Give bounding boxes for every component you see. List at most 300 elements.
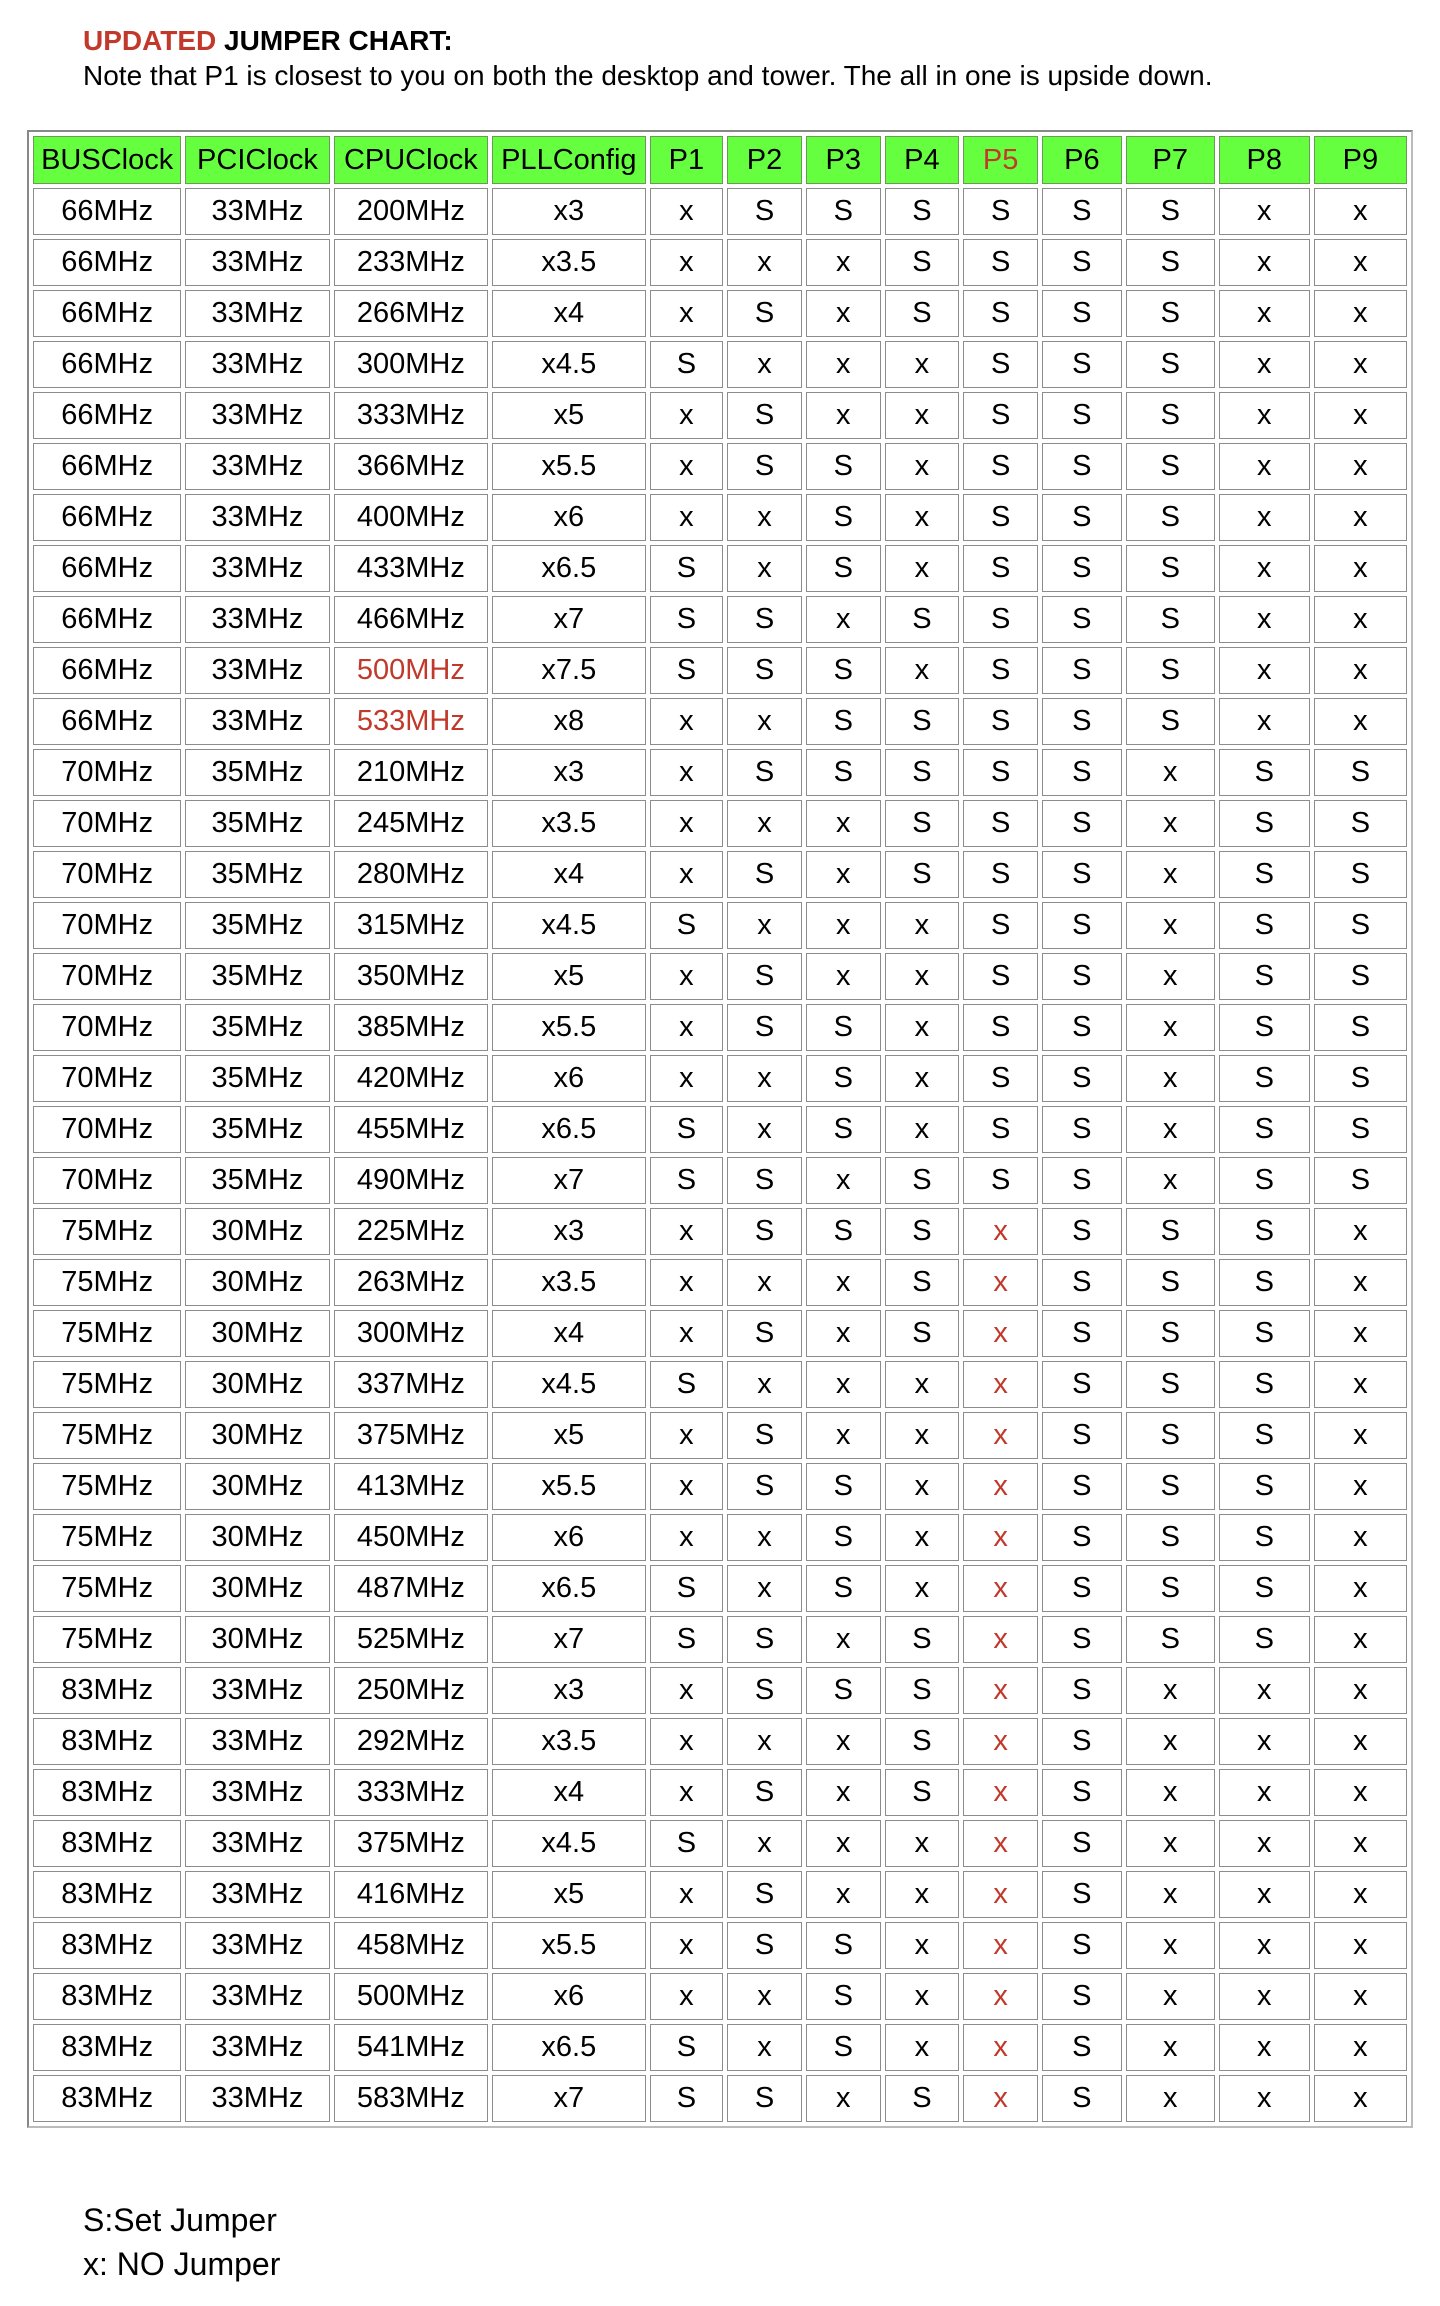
table-row xyxy=(33,698,1407,745)
cell-p2: S xyxy=(727,851,802,898)
cell-p8: x xyxy=(1219,1820,1310,1867)
cell-p2: x xyxy=(727,1106,802,1153)
cell-p6: S xyxy=(1042,1769,1122,1816)
cell-p1: x xyxy=(650,749,724,796)
cell-p5: x xyxy=(963,1514,1038,1561)
cell-p6: S xyxy=(1042,443,1122,490)
cell-p7: S xyxy=(1126,1412,1215,1459)
cell-p9: x xyxy=(1314,1463,1407,1510)
cell-p9: x xyxy=(1314,1514,1407,1561)
cell-pllconfig: x6 xyxy=(492,1514,645,1561)
cell-p5: S xyxy=(963,596,1038,643)
cell-p2: S xyxy=(727,1871,802,1918)
cell-p8: S xyxy=(1219,1463,1310,1510)
cell-busclock: 66MHz xyxy=(33,290,181,337)
cell-cpuclock: 375MHz xyxy=(334,1412,488,1459)
cell-p2: S xyxy=(727,1310,802,1357)
cell-p3: S xyxy=(806,647,881,694)
table-row xyxy=(33,1820,1407,1867)
cell-p1: S xyxy=(650,902,724,949)
cell-p5: S xyxy=(963,239,1038,286)
cell-cpuclock: 337MHz xyxy=(334,1361,488,1408)
cell-p1: S xyxy=(650,2075,724,2122)
cell-cpuclock: 458MHz xyxy=(334,1922,488,1969)
cell-p7: x xyxy=(1126,902,1215,949)
table-row xyxy=(33,1667,1407,1714)
cell-p7: x xyxy=(1126,2075,1215,2122)
cell-p1: S xyxy=(650,1157,724,1204)
cell-busclock: 66MHz xyxy=(33,698,181,745)
cell-pciclock: 30MHz xyxy=(185,1208,329,1255)
cell-busclock: 83MHz xyxy=(33,1769,181,1816)
cell-p8: S xyxy=(1219,1259,1310,1306)
cell-busclock: 83MHz xyxy=(33,2024,181,2071)
cell-cpuclock: 533MHz xyxy=(334,698,488,745)
cell-p1: x xyxy=(650,494,724,541)
cell-p1: S xyxy=(650,1106,724,1153)
table-row xyxy=(33,290,1407,337)
cell-cpuclock: 433MHz xyxy=(334,545,488,592)
cell-p1: x xyxy=(650,851,724,898)
cell-pllconfig: x4 xyxy=(492,1769,645,1816)
cell-p8: S xyxy=(1219,851,1310,898)
title-label: JUMPER CHART: xyxy=(216,25,453,56)
cell-cpuclock: 333MHz xyxy=(334,1769,488,1816)
cell-p2: S xyxy=(727,392,802,439)
cell-p6: S xyxy=(1042,545,1122,592)
cell-p8: x xyxy=(1219,1973,1310,2020)
cell-pllconfig: x5.5 xyxy=(492,443,645,490)
cell-pllconfig: x3.5 xyxy=(492,239,645,286)
cell-pllconfig: x7.5 xyxy=(492,647,645,694)
jumper-chart xyxy=(27,130,1413,2128)
cell-p6: S xyxy=(1042,1820,1122,1867)
cell-p5: S xyxy=(963,1004,1038,1051)
cell-p1: S xyxy=(650,647,724,694)
cell-p8: x xyxy=(1219,1871,1310,1918)
cell-p8: S xyxy=(1219,1310,1310,1357)
cell-p6: S xyxy=(1042,1565,1122,1612)
cell-p6: S xyxy=(1042,1922,1122,1969)
cell-cpuclock: 400MHz xyxy=(334,494,488,541)
cell-p2: S xyxy=(727,1208,802,1255)
cell-pllconfig: x6 xyxy=(492,1055,645,1102)
cell-p3: x xyxy=(806,290,881,337)
cell-pllconfig: x3 xyxy=(492,1667,645,1714)
cell-pciclock: 33MHz xyxy=(185,698,329,745)
cell-p7: S xyxy=(1126,341,1215,388)
cell-busclock: 83MHz xyxy=(33,2075,181,2122)
cell-cpuclock: 233MHz xyxy=(334,239,488,286)
cell-p9: x xyxy=(1314,1973,1407,2020)
cell-busclock: 70MHz xyxy=(33,749,181,796)
cell-p5: x xyxy=(963,1667,1038,1714)
cell-p3: x xyxy=(806,953,881,1000)
column-header-pllconfig: PLLConfig xyxy=(492,136,645,184)
cell-p5: x xyxy=(963,1973,1038,2020)
cell-busclock: 70MHz xyxy=(33,1106,181,1153)
cell-pciclock: 33MHz xyxy=(185,1871,329,1918)
cell-p6: S xyxy=(1042,596,1122,643)
cell-p6: S xyxy=(1042,392,1122,439)
cell-cpuclock: 263MHz xyxy=(334,1259,488,1306)
cell-pllconfig: x3 xyxy=(492,749,645,796)
cell-p2: S xyxy=(727,1463,802,1510)
cell-p1: x xyxy=(650,1514,724,1561)
cell-p9: S xyxy=(1314,1004,1407,1051)
cell-p5: S xyxy=(963,443,1038,490)
cell-pciclock: 33MHz xyxy=(185,494,329,541)
cell-p7: x xyxy=(1126,1106,1215,1153)
cell-pllconfig: x6.5 xyxy=(492,1565,645,1612)
cell-p2: x xyxy=(727,1259,802,1306)
cell-p3: S xyxy=(806,1055,881,1102)
cell-p7: S xyxy=(1126,1208,1215,1255)
cell-busclock: 70MHz xyxy=(33,1157,181,1204)
cell-cpuclock: 266MHz xyxy=(334,290,488,337)
cell-p4: x xyxy=(885,545,960,592)
table-row xyxy=(33,239,1407,286)
cell-p1: x xyxy=(650,1718,724,1765)
cell-p9: x xyxy=(1314,443,1407,490)
cell-pciclock: 35MHz xyxy=(185,902,329,949)
cell-busclock: 75MHz xyxy=(33,1361,181,1408)
cell-p8: x xyxy=(1219,341,1310,388)
cell-cpuclock: 350MHz xyxy=(334,953,488,1000)
cell-p2: x xyxy=(727,1514,802,1561)
cell-p5: S xyxy=(963,341,1038,388)
cell-p9: x xyxy=(1314,1259,1407,1306)
cell-p8: x xyxy=(1219,392,1310,439)
cell-p6: S xyxy=(1042,188,1122,235)
cell-pllconfig: x7 xyxy=(492,2075,645,2122)
cell-pciclock: 33MHz xyxy=(185,1769,329,1816)
cell-p4: x xyxy=(885,341,960,388)
cell-p8: x xyxy=(1219,1922,1310,1969)
cell-p1: x xyxy=(650,443,724,490)
cell-busclock: 70MHz xyxy=(33,800,181,847)
cell-p4: x xyxy=(885,1820,960,1867)
cell-p4: S xyxy=(885,1310,960,1357)
cell-pciclock: 33MHz xyxy=(185,647,329,694)
cell-busclock: 70MHz xyxy=(33,902,181,949)
cell-pciclock: 33MHz xyxy=(185,1922,329,1969)
cell-busclock: 83MHz xyxy=(33,1667,181,1714)
table-row xyxy=(33,596,1407,643)
cell-p8: S xyxy=(1219,953,1310,1000)
column-header-p7: P7 xyxy=(1126,136,1215,184)
cell-p3: S xyxy=(806,2024,881,2071)
cell-p5: S xyxy=(963,494,1038,541)
cell-pciclock: 35MHz xyxy=(185,1106,329,1153)
cell-p1: S xyxy=(650,1361,724,1408)
cell-pciclock: 30MHz xyxy=(185,1616,329,1663)
cell-p9: x xyxy=(1314,1667,1407,1714)
cell-p1: x xyxy=(650,290,724,337)
cell-pllconfig: x4 xyxy=(492,1310,645,1357)
cell-pciclock: 35MHz xyxy=(185,749,329,796)
cell-p2: x xyxy=(727,698,802,745)
cell-p5: x xyxy=(963,1769,1038,1816)
cell-cpuclock: 500MHz xyxy=(334,1973,488,2020)
table-row xyxy=(33,902,1407,949)
cell-p9: S xyxy=(1314,1157,1407,1204)
cell-cpuclock: 280MHz xyxy=(334,851,488,898)
cell-p1: S xyxy=(650,2024,724,2071)
cell-p8: S xyxy=(1219,800,1310,847)
cell-cpuclock: 210MHz xyxy=(334,749,488,796)
cell-p1: x xyxy=(650,1004,724,1051)
cell-p4: x xyxy=(885,1973,960,2020)
cell-cpuclock: 375MHz xyxy=(334,1820,488,1867)
cell-pllconfig: x4 xyxy=(492,290,645,337)
cell-p2: S xyxy=(727,188,802,235)
cell-p9: S xyxy=(1314,1055,1407,1102)
cell-p4: S xyxy=(885,188,960,235)
page-title xyxy=(83,24,453,58)
table-row xyxy=(33,1055,1407,1102)
cell-pllconfig: x6.5 xyxy=(492,1106,645,1153)
cell-p3: S xyxy=(806,188,881,235)
cell-p8: x xyxy=(1219,545,1310,592)
cell-pciclock: 30MHz xyxy=(185,1361,329,1408)
cell-p1: x xyxy=(650,1055,724,1102)
cell-pllconfig: x7 xyxy=(492,1157,645,1204)
cell-cpuclock: 455MHz xyxy=(334,1106,488,1153)
cell-pllconfig: x5 xyxy=(492,1871,645,1918)
cell-p9: x xyxy=(1314,1208,1407,1255)
cell-p1: x xyxy=(650,1208,724,1255)
cell-p9: x xyxy=(1314,1310,1407,1357)
cell-p9: x xyxy=(1314,239,1407,286)
cell-p6: S xyxy=(1042,1106,1122,1153)
cell-cpuclock: 420MHz xyxy=(334,1055,488,1102)
cell-p8: x xyxy=(1219,2075,1310,2122)
table-row xyxy=(33,851,1407,898)
cell-p6: S xyxy=(1042,1310,1122,1357)
cell-pllconfig: x7 xyxy=(492,1616,645,1663)
cell-cpuclock: 385MHz xyxy=(334,1004,488,1051)
cell-p1: x xyxy=(650,800,724,847)
cell-p3: S xyxy=(806,698,881,745)
cell-p9: x xyxy=(1314,1820,1407,1867)
cell-pllconfig: x4.5 xyxy=(492,1820,645,1867)
cell-p4: x xyxy=(885,647,960,694)
column-header-p9: P9 xyxy=(1314,136,1407,184)
cell-p9: x xyxy=(1314,392,1407,439)
table-header-row xyxy=(33,136,1407,184)
cell-p3: x xyxy=(806,1616,881,1663)
cell-busclock: 70MHz xyxy=(33,851,181,898)
cell-pllconfig: x5 xyxy=(492,392,645,439)
column-header-p5: P5 xyxy=(963,136,1038,184)
cell-p4: S xyxy=(885,698,960,745)
cell-p2: S xyxy=(727,2075,802,2122)
cell-p6: S xyxy=(1042,698,1122,745)
cell-p9: x xyxy=(1314,1718,1407,1765)
cell-busclock: 66MHz xyxy=(33,443,181,490)
cell-p7: x xyxy=(1126,1820,1215,1867)
table-row xyxy=(33,188,1407,235)
cell-p2: S xyxy=(727,1922,802,1969)
cell-p4: x xyxy=(885,2024,960,2071)
cell-pciclock: 33MHz xyxy=(185,2024,329,2071)
cell-p9: x xyxy=(1314,1616,1407,1663)
cell-p6: S xyxy=(1042,1973,1122,2020)
cell-p6: S xyxy=(1042,494,1122,541)
cell-p1: x xyxy=(650,1412,724,1459)
table-row xyxy=(33,1514,1407,1561)
cell-busclock: 66MHz xyxy=(33,545,181,592)
cell-p3: S xyxy=(806,1973,881,2020)
cell-cpuclock: 450MHz xyxy=(334,1514,488,1561)
cell-p7: x xyxy=(1126,1718,1215,1765)
cell-p3: x xyxy=(806,392,881,439)
table-row xyxy=(33,1463,1407,1510)
cell-cpuclock: 300MHz xyxy=(334,1310,488,1357)
cell-p5: S xyxy=(963,1106,1038,1153)
cell-busclock: 70MHz xyxy=(33,1004,181,1051)
cell-cpuclock: 466MHz xyxy=(334,596,488,643)
cell-p6: S xyxy=(1042,1616,1122,1663)
cell-p6: S xyxy=(1042,1718,1122,1765)
table-row xyxy=(33,953,1407,1000)
cell-cpuclock: 413MHz xyxy=(334,1463,488,1510)
cell-p9: x xyxy=(1314,188,1407,235)
cell-p4: x xyxy=(885,1004,960,1051)
cell-p5: x xyxy=(963,1412,1038,1459)
cell-p6: S xyxy=(1042,1004,1122,1051)
cell-p3: x xyxy=(806,1259,881,1306)
cell-p8: S xyxy=(1219,1208,1310,1255)
cell-p3: S xyxy=(806,749,881,796)
cell-busclock: 75MHz xyxy=(33,1565,181,1612)
cell-p3: S xyxy=(806,1208,881,1255)
cell-p5: S xyxy=(963,392,1038,439)
cell-p9: S xyxy=(1314,902,1407,949)
cell-pllconfig: x7 xyxy=(492,596,645,643)
cell-pciclock: 33MHz xyxy=(185,1667,329,1714)
cell-p4: S xyxy=(885,1157,960,1204)
cell-p8: x xyxy=(1219,1718,1310,1765)
cell-p7: S xyxy=(1126,239,1215,286)
cell-pllconfig: x4.5 xyxy=(492,1361,645,1408)
cell-p5: x xyxy=(963,2075,1038,2122)
cell-p5: S xyxy=(963,749,1038,796)
cell-p5: x xyxy=(963,1259,1038,1306)
cell-p2: S xyxy=(727,1769,802,1816)
cell-p4: S xyxy=(885,239,960,286)
cell-p2: x xyxy=(727,1361,802,1408)
cell-p6: S xyxy=(1042,341,1122,388)
cell-busclock: 66MHz xyxy=(33,239,181,286)
cell-p2: S xyxy=(727,1616,802,1663)
cell-pciclock: 35MHz xyxy=(185,851,329,898)
cell-p3: x xyxy=(806,1820,881,1867)
cell-p8: x xyxy=(1219,239,1310,286)
cell-p1: x xyxy=(650,953,724,1000)
cell-pllconfig: x3 xyxy=(492,1208,645,1255)
cell-p4: S xyxy=(885,1769,960,1816)
cell-cpuclock: 487MHz xyxy=(334,1565,488,1612)
cell-p4: x xyxy=(885,1106,960,1153)
cell-pllconfig: x4.5 xyxy=(492,341,645,388)
table-row xyxy=(33,1004,1407,1051)
cell-p9: x xyxy=(1314,1871,1407,1918)
cell-p4: x xyxy=(885,1565,960,1612)
cell-p8: x xyxy=(1219,647,1310,694)
column-header-p3: P3 xyxy=(806,136,881,184)
cell-p9: S xyxy=(1314,851,1407,898)
column-header-cpuclock: CPUClock xyxy=(334,136,488,184)
table-row xyxy=(33,341,1407,388)
cell-pllconfig: x6 xyxy=(492,494,645,541)
cell-p5: x xyxy=(963,1718,1038,1765)
cell-pllconfig: x3 xyxy=(492,188,645,235)
cell-p7: S xyxy=(1126,1463,1215,1510)
cell-p7: S xyxy=(1126,1361,1215,1408)
cell-busclock: 83MHz xyxy=(33,1718,181,1765)
cell-p3: S xyxy=(806,1106,881,1153)
cell-p6: S xyxy=(1042,1667,1122,1714)
cell-p5: x xyxy=(963,1820,1038,1867)
cell-p9: x xyxy=(1314,2075,1407,2122)
cell-p4: S xyxy=(885,851,960,898)
cell-busclock: 70MHz xyxy=(33,953,181,1000)
cell-p7: S xyxy=(1126,392,1215,439)
cell-p6: S xyxy=(1042,647,1122,694)
cell-p1: S xyxy=(650,596,724,643)
cell-p5: S xyxy=(963,1157,1038,1204)
cell-p5: x xyxy=(963,1871,1038,1918)
cell-p3: x xyxy=(806,1361,881,1408)
cell-p7: S xyxy=(1126,494,1215,541)
cell-p8: S xyxy=(1219,1514,1310,1561)
cell-p6: S xyxy=(1042,749,1122,796)
cell-p2: S xyxy=(727,749,802,796)
cell-cpuclock: 225MHz xyxy=(334,1208,488,1255)
cell-pciclock: 33MHz xyxy=(185,290,329,337)
cell-p7: S xyxy=(1126,1565,1215,1612)
table-row xyxy=(33,494,1407,541)
cell-pllconfig: x4.5 xyxy=(492,902,645,949)
column-header-pciclock: PCIClock xyxy=(185,136,329,184)
cell-pllconfig: x5 xyxy=(492,1412,645,1459)
cell-p3: x xyxy=(806,851,881,898)
cell-p2: S xyxy=(727,290,802,337)
cell-p5: x xyxy=(963,1463,1038,1510)
cell-p2: x xyxy=(727,800,802,847)
cell-p2: S xyxy=(727,443,802,490)
cell-p5: S xyxy=(963,851,1038,898)
cell-p4: S xyxy=(885,1667,960,1714)
cell-pllconfig: x5.5 xyxy=(492,1004,645,1051)
table-row xyxy=(33,1922,1407,1969)
cell-busclock: 83MHz xyxy=(33,1820,181,1867)
cell-p7: S xyxy=(1126,596,1215,643)
cell-p2: x xyxy=(727,239,802,286)
cell-busclock: 66MHz xyxy=(33,494,181,541)
cell-busclock: 70MHz xyxy=(33,1055,181,1102)
cell-pciclock: 33MHz xyxy=(185,2075,329,2122)
cell-p1: S xyxy=(650,341,724,388)
cell-cpuclock: 200MHz xyxy=(334,188,488,235)
cell-busclock: 75MHz xyxy=(33,1616,181,1663)
cell-p5: x xyxy=(963,1616,1038,1663)
cell-p3: S xyxy=(806,1565,881,1612)
cell-p3: x xyxy=(806,1310,881,1357)
cell-p9: x xyxy=(1314,1565,1407,1612)
